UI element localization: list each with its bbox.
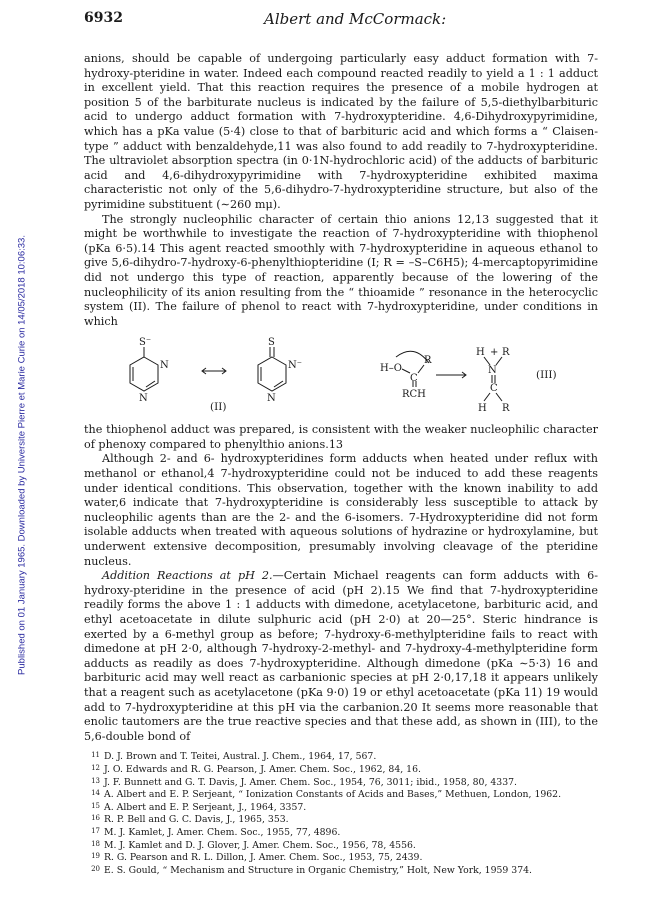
section-heading: Addition Reactions at pH 2.— [102, 569, 284, 583]
reference-item: 13 J. F. Bunnett and G. T. Davis, J. Amer. Chem. Soc., 1954, 76, 3011; ibid., 1958, 80, 4337. [91, 776, 517, 788]
body-text [84, 52, 598, 876]
pyrimidine-ring-left [130, 357, 158, 391]
reference-item: 15 A. Albert and E. P. Serjeant, J., 1964, 3357. [91, 801, 307, 813]
structure-drawing [84, 335, 598, 417]
paragraph-2: The strongly nucleophilic character of certain thio anions 12,13 suggested that it might be worthwhile to investigate the reaction of 7-hydroxypteridine with thiophenol (pKa 6·5).14 This agent reacted smoothly with 7-hydroxypteridine in aqueous ethanol to give 5,6-dihydro-7-hydroxy-6-phenylthiopteridine (I; R = –S–C6H5); 4-mercaptopyrimidine did not undergo this type of reaction, apparently because of the lowering of the nucleophilicity of its anion resulting from the “ thioamide ” resonance in the heterocyclic system (II). The failure of phenol to react with 7-hydroxypteridine, under conditions in which [84, 212, 598, 328]
structure-figure [84, 335, 598, 417]
paragraph-4: Although 2- and 6- hydroxypteridines form adducts when heated under reflux with methanol or ethanol,4 7-hydroxypteridine could not be induced to add these reagents under identical conditions. This observation, together with the known inability to add water,6 indicate that 7-hydroxypteridine is considerably less susceptible to attack by nucleophilic agents than are the 2- and the 6-isomers. 7-Hydroxypteridine did not form isolable adducts when treated with aqueous solutions of hydrazine or hydroxylamine, but underwent extensive decomposition, presumably involving cleavage of the pteridine nucleus. [84, 452, 598, 568]
atom-h-1: H [476, 347, 485, 359]
paragraph-1: anions, should be capable of undergoing particularly easy adduct formation with 7-hydroxy-pteridine in water. Indeed each compound reacted readily to yield a 1 : 1 adduct in excellent yield. That this reaction requires the presence of a mobile hydrogen at position 5 of the barbiturate nucleus is indicated by the failure of 5,5-diethylbarbituric acid to undergo adduct formation with 7-hydroxypteridine. 4,6-Dihydroxypyrimidine, which has a pKa value (5·4) close to that of barbituric acid and which forms a “ Claisen-type ” adduct with benzaldehyde,11 was also found to add readily to 7-hydroxypteridine. The ultraviolet absorption spectra (in 0·1N-hydrochloric acid) of the adducts of barbituric acid and 4,6-dihydroxypyrimidine with 7-hydroxypteridine exhibited maxima characteristic not only of the 5,6-dihydro-7-hydroxypteridine structure, but also of the pyrimidine substituent (∼260 mμ). [84, 52, 598, 211]
reference-item: 19 R. G. Pearson and R. L. Dillon, J. Amer. Chem. Soc., 1953, 75, 2439. [91, 852, 423, 864]
structure-label-ii: (II) [210, 401, 227, 414]
download-watermark: Published on 01 January 1965. Downloaded by Universite Pierre et Marie Curie on 14/05/2018 10:06:33. [16, 235, 28, 675]
atom-n-2: N [139, 393, 148, 405]
paragraph-5 [84, 569, 598, 744]
reference-item: 14 A. Albert and E. P. Serjeant, “ Ionization Constants of Acids and Bases,” Methuen, London, 1962. [91, 789, 562, 801]
atom-c-2: C [490, 383, 498, 395]
atom-r-2: R [502, 347, 510, 359]
atom-n-plus: N [488, 365, 497, 377]
atom-n-3: N [267, 393, 276, 405]
atom-plus: + [490, 347, 499, 359]
atom-rch: RCH [402, 389, 426, 401]
reference-item: 12 J. O. Edwards and R. G. Pearson, J. Amer. Chem. Soc., 1962, 84, 16. [91, 763, 421, 775]
running-title: Albert and McCormack: [264, 10, 447, 28]
atom-r-3: R [502, 403, 510, 415]
atom-r-1: R [424, 355, 432, 367]
reference-item: 18 M. J. Kamlet and D. J. Glover, J. Amer. Chem. Soc., 1956, 78, 4556. [91, 839, 416, 851]
atom-c-1: C [410, 373, 418, 385]
atom-s: S [268, 337, 275, 349]
structure-label-iii: (III) [536, 369, 557, 382]
atom-n-minus: N⁻ [288, 360, 303, 372]
atom-h-2: H [478, 403, 487, 415]
reference-item: 17 M. J. Kamlet, J. Amer. Chem. Soc., 1955, 77, 4896. [91, 826, 341, 838]
pyrimidine-ring-right [258, 357, 286, 391]
atom-ho: H–O [380, 363, 402, 375]
references [84, 750, 598, 876]
reference-item: 16 R. P. Bell and G. C. Davis, J., 1965, 353. [91, 814, 289, 826]
atom-n-1: N [160, 360, 169, 372]
paragraph-3: the thiophenol adduct was prepared, is consistent with the weaker nucleophilic character of phenoxy compared to phenylthio anions.13 [84, 423, 598, 451]
reference-item: 20 E. S. Gould, “ Mechanism and Structure in Organic Chemistry,” Holt, New York, 1959 374. [91, 864, 532, 876]
page-number: 6932 [84, 10, 123, 26]
page-header [84, 10, 604, 32]
atom-s-minus: S⁻ [139, 337, 152, 349]
reference-item: 11 D. J. Brown and T. Teitei, Austral. J. Chem., 1964, 17, 567. [91, 751, 377, 763]
paragraph-5-text: Certain Michael reagents can form adducts with 6-hydroxy-pteridine in the presence of acid (pH 2).15 We find that 7-hydroxypteridine readily forms the above 1 : 1 adducts with dimedone, acetylacetone, barbituric acid, and ethyl acetoacetate in dilute sulphuric acid (pH 2·0) at 20—25°. Steric hindrance is exerted by a 6-methyl group as before; 7-hydroxy-6-methylpteridine fails to react with dimedone at pH 2·0, although 7-hydroxy-2-methyl- and 7-hydroxy-4-methylpteridine form adducts as readily as does 7-hydroxypteridine. Although dimedone (pKa ∼5·3) 16 and barbituric acid may well react as carbanionic species at pH 2·0,17,18 it appears unlikely that a reagent such as acetylacetone (pKa 9·0) 19 or ethyl acetoacetate (pKa 11) 19 would add to 7-hydroxypteridine at this pH via the carbanion.20 It seems more reasonable that enolic tautomers are the true reactive species and that these add, as shown in (III), to the 5,6-double bond of [84, 569, 598, 743]
